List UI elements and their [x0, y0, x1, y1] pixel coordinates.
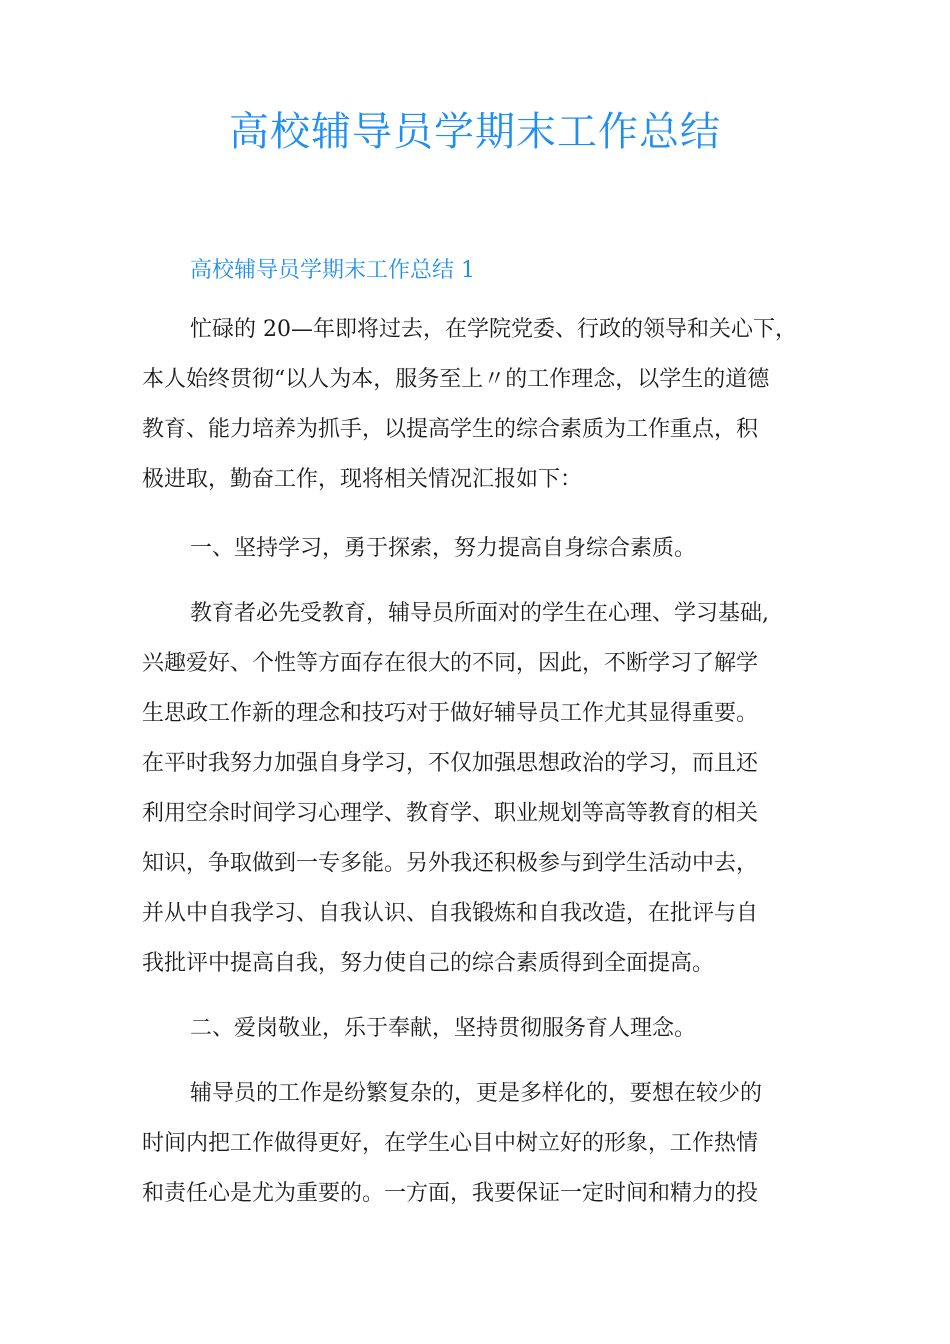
paragraph-line: 教育、能力培养为抓手，以提高学生的综合素质为工作重点，积	[142, 417, 759, 442]
paragraph-line: 生思政工作新的理念和技巧对于做好辅导员工作尤其显得重要。	[142, 701, 759, 726]
document-title: 高校辅导员学期末工作总结	[229, 109, 721, 155]
paragraph-line: 兴趣爱好、个性等方面存在很大的不同，因此，不断学习了解学	[142, 651, 759, 676]
paragraph-line: 忙碌的 20—年即将过去，在学院党委、行政的领导和关心下，	[190, 317, 797, 342]
paragraph-line: 并从中自我学习、自我认识、自我锻炼和自我改造，在批评与自	[142, 901, 759, 926]
paragraph-line: 极进取，勤奋工作，现将相关情况汇报如下：	[142, 467, 583, 492]
paragraph-intro	[142, 305, 818, 505]
subheading-line: 二、爱岗敬业，乐于奉献，坚持贯彻服务育人理念。	[190, 1016, 697, 1041]
paragraph-line: 本人始终贯彻“以人为本，服务至上〃的工作理念，以学生的道德	[142, 367, 770, 392]
paragraph-dedication	[142, 1069, 818, 1219]
section-title: 高校辅导员学期末工作总结 1	[190, 258, 475, 283]
paragraph-line: 和责任心是尤为重要的。一方面，我要保证一定时间和精力的投	[142, 1181, 759, 1206]
paragraph-line: 我批评中提高自我，努力使自己的综合素质得到全面提高。	[142, 951, 715, 976]
subheading-two	[142, 1004, 818, 1054]
paragraph-line: 知识，争取做到一专多能。另外我还积极参与到学生活动中去，	[142, 851, 759, 876]
paragraph-line: 教育者必先受教育，辅导员所面对的学生在心理、学习基础,	[190, 601, 769, 626]
paragraph-learning	[142, 589, 818, 989]
paragraph-line: 在平时我努力加强自身学习，不仅加强思想政治的学习，而且还	[142, 751, 759, 776]
paragraph-line: 时间内把工作做得更好，在学生心目中树立好的形象，工作热情	[142, 1131, 759, 1156]
subheading-one	[142, 524, 818, 574]
paragraph-line: 利用空余时间学习心理学、教育学、职业规划等高等教育的相关	[142, 801, 759, 826]
paragraph-line: 辅导员的工作是纷繁复杂的，更是多样化的，要想在较少的	[190, 1081, 763, 1106]
subheading-line: 一、坚持学习，勇于探索，努力提高自身综合素质。	[190, 536, 697, 561]
